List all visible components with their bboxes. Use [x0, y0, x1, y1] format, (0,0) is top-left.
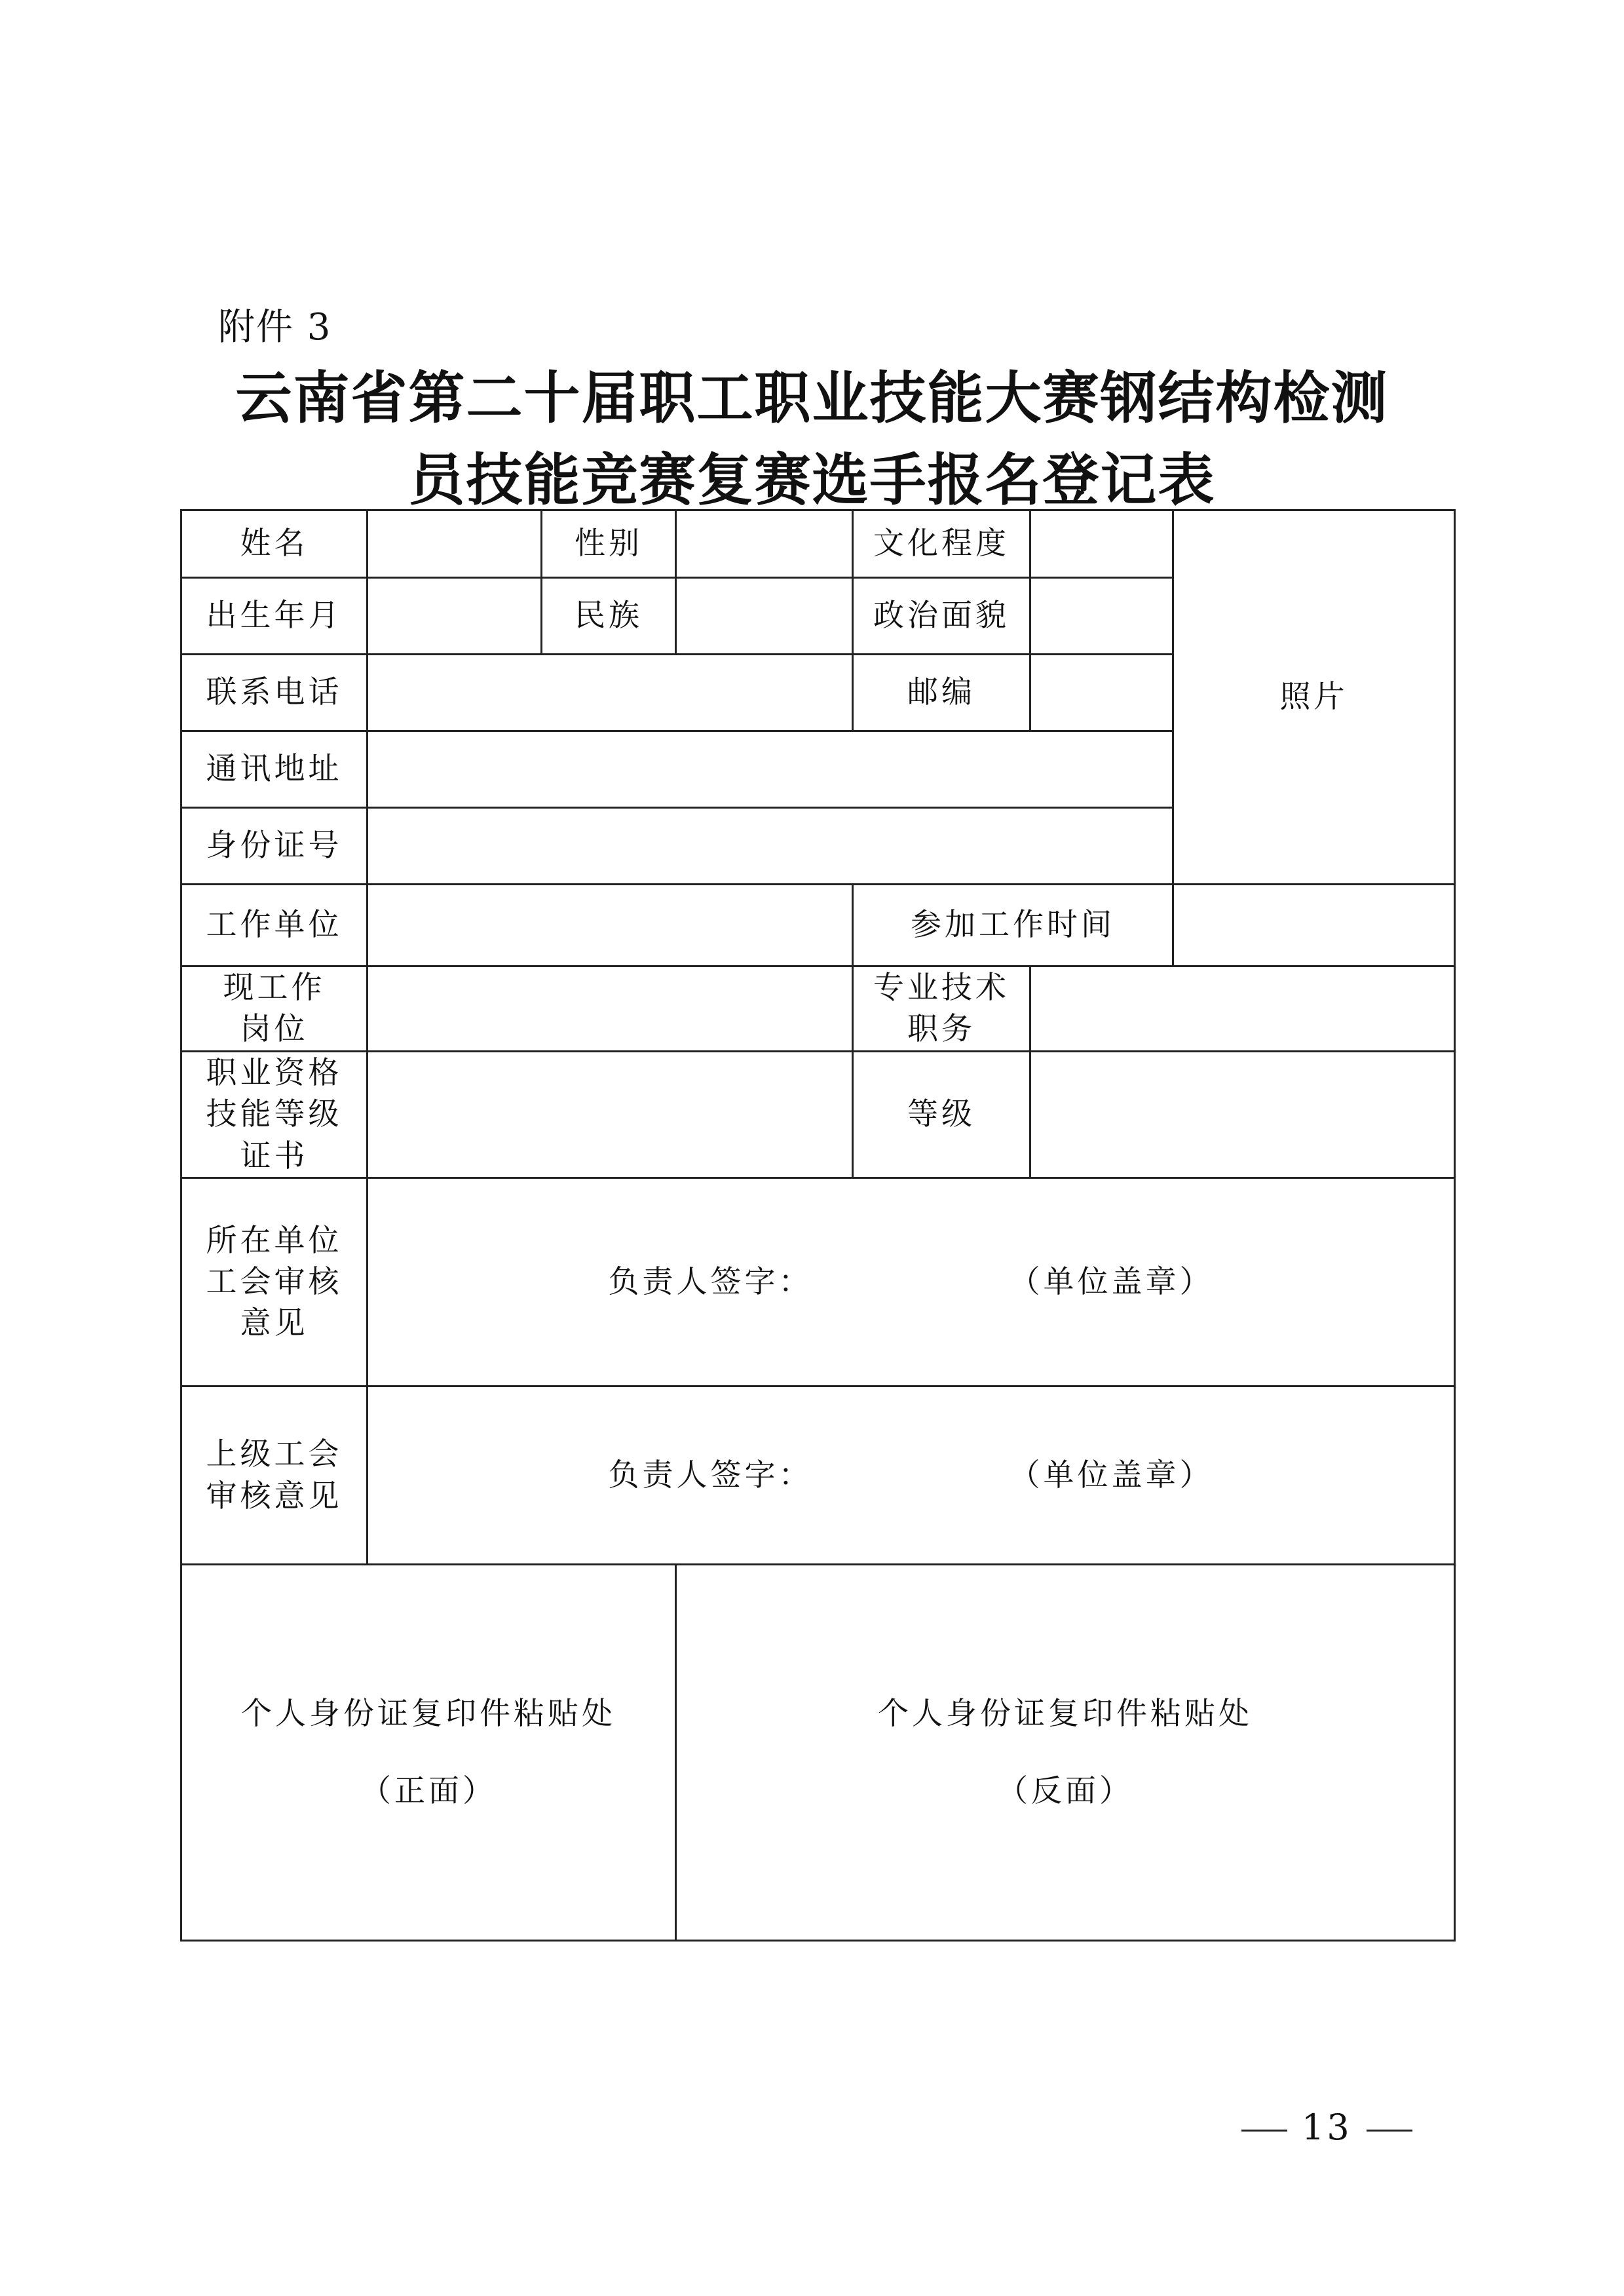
photo-label: 照片 — [1279, 679, 1348, 716]
position-label — [181, 966, 368, 1052]
postcode-field[interactable] — [1030, 655, 1173, 731]
phone-field[interactable] — [368, 655, 853, 731]
tech-title-label-line-1: 专业技术 — [873, 970, 1010, 1006]
postcode-label: 邮编 — [853, 655, 1030, 731]
certificate-label-line-2: 技能等级 — [206, 1096, 343, 1133]
id-front-paste-area[interactable] — [181, 1565, 676, 1941]
upper-review-signature-line — [368, 1455, 1454, 1496]
form-title-line-1: 云南省第二十届职工职业技能大赛钢结构检测 — [235, 365, 1389, 431]
page-number-value: 13 — [1302, 2107, 1352, 2148]
upper-review-label — [181, 1387, 368, 1565]
political-label: 政治面貌 — [853, 578, 1030, 655]
unit-seal-label: （单位盖章） — [1009, 1263, 1214, 1300]
upper-review-field[interactable] — [368, 1387, 1455, 1565]
education-field[interactable] — [1030, 510, 1173, 578]
unit-review-label-line-3: 意见 — [240, 1305, 309, 1342]
education-label: 文化程度 — [853, 510, 1030, 578]
photo-box[interactable] — [1173, 510, 1455, 885]
position-label-line-1: 现工作 — [223, 970, 326, 1006]
id-back-side-label: （反面） — [997, 1773, 1133, 1810]
id-front-copy-label: 个人身份证复印件粘贴处 — [241, 1695, 616, 1732]
position-label-line-2: 岗位 — [240, 1011, 309, 1048]
grade-field[interactable] — [1030, 1051, 1455, 1177]
address-field[interactable] — [368, 731, 1173, 808]
unit-review-label-line-1: 所在单位 — [206, 1222, 343, 1259]
certificate-label-line-3: 证书 — [240, 1138, 309, 1174]
birth-field[interactable] — [368, 578, 542, 655]
certificate-field[interactable] — [368, 1051, 853, 1177]
certificate-label — [181, 1051, 368, 1177]
unit-review-label-line-2: 工会审核 — [206, 1263, 343, 1300]
upper-review-label-line-1: 上级工会 — [206, 1436, 343, 1473]
ethnicity-field[interactable] — [676, 578, 853, 655]
tech-title-label-line-2: 职务 — [907, 1011, 975, 1048]
birth-label: 出生年月 — [181, 578, 368, 655]
registration-form-table — [180, 509, 1456, 1942]
id-back-paste-area[interactable] — [676, 1565, 1455, 1941]
work-start-label: 参加工作时间 — [853, 885, 1173, 966]
gender-field[interactable] — [676, 510, 853, 578]
id-back-copy-label: 个人身份证复印件粘贴处 — [878, 1695, 1253, 1732]
employer-label: 工作单位 — [181, 885, 368, 966]
tech-title-field[interactable] — [1030, 966, 1455, 1052]
position-field[interactable] — [368, 966, 853, 1052]
id-front-side-label: （正面） — [360, 1773, 497, 1810]
certificate-label-line-1: 职业资格 — [206, 1054, 343, 1091]
tech-title-label — [853, 966, 1030, 1052]
name-field[interactable] — [368, 510, 542, 578]
ethnicity-label: 民族 — [542, 578, 676, 655]
grade-label: 等级 — [853, 1051, 1030, 1177]
upper-review-label-line-2: 审核意见 — [206, 1478, 343, 1514]
unit-signature-label: 负责人签字： — [608, 1263, 813, 1300]
upper-signature-label: 负责人签字： — [608, 1457, 813, 1493]
gender-label: 性别 — [542, 510, 676, 578]
phone-label: 联系电话 — [181, 655, 368, 731]
work-start-field[interactable] — [1173, 885, 1455, 966]
id-number-field[interactable] — [368, 808, 1173, 885]
form-title-line-2: 员技能竞赛复赛选手报名登记表 — [408, 447, 1216, 513]
address-label: 通讯地址 — [181, 731, 368, 808]
attachment-label: 附件 3 — [218, 306, 332, 349]
unit-review-signature-line — [368, 1261, 1454, 1303]
name-label: 姓名 — [181, 510, 368, 578]
page-number — [1241, 2107, 1412, 2148]
unit-review-field[interactable] — [368, 1178, 1455, 1387]
upper-seal-label: （单位盖章） — [1009, 1457, 1214, 1493]
political-field[interactable] — [1030, 578, 1173, 655]
employer-field[interactable] — [368, 885, 853, 966]
id-number-label: 身份证号 — [181, 808, 368, 885]
unit-review-label — [181, 1178, 368, 1387]
